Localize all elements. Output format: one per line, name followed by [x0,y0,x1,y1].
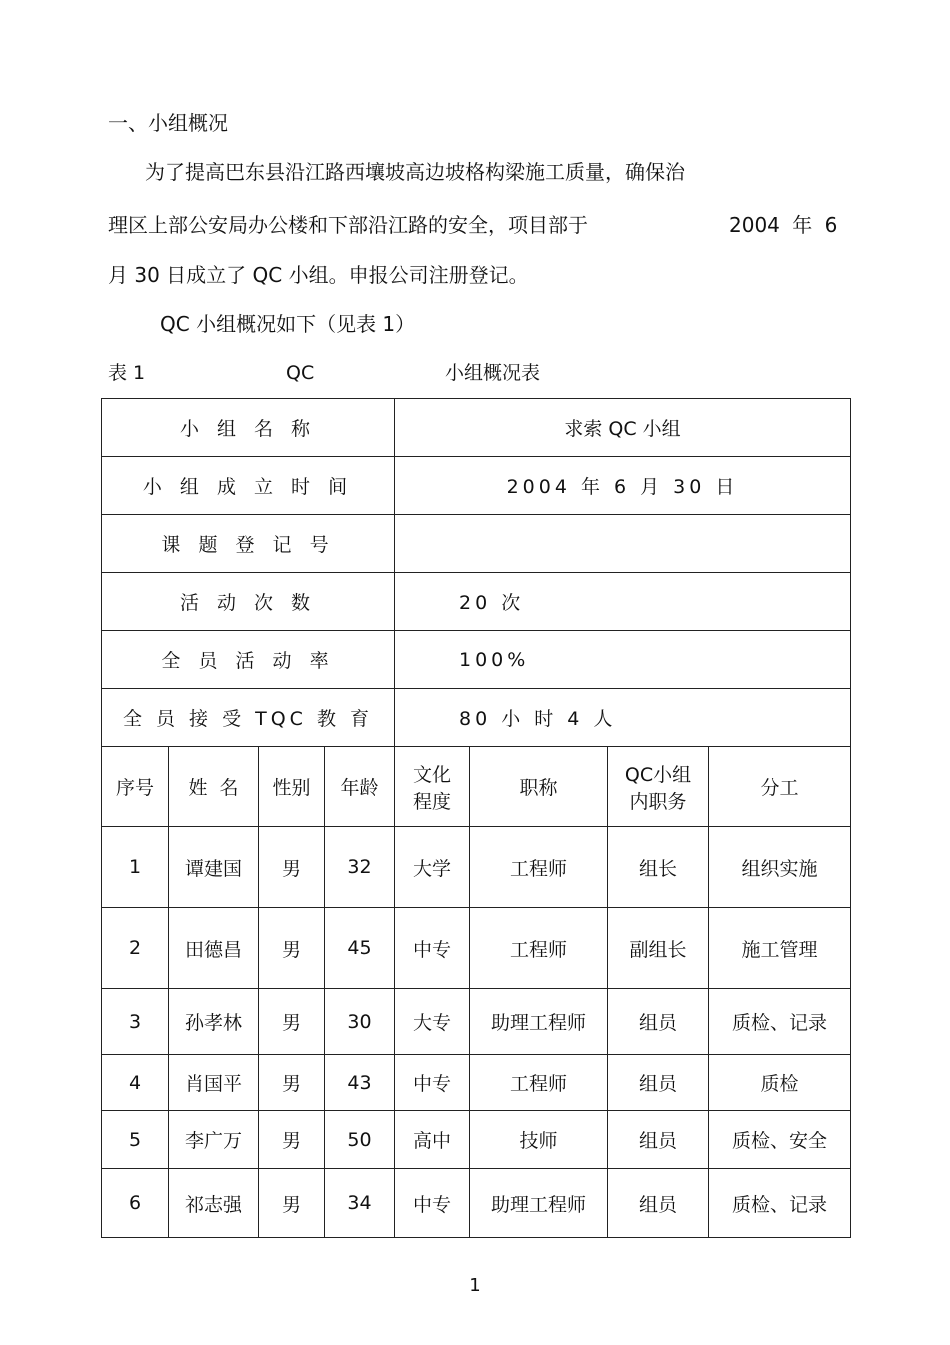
cell-name: 李广万 [169,1111,259,1169]
header-education [395,747,470,827]
header-qc-role-line1: QC小组 [624,763,692,786]
info-label: 课 题 登 记 号 [102,515,395,573]
table-row [102,1111,851,1169]
cell-index: 3 [102,989,169,1055]
cell-qc-role: 组员 [608,1055,709,1111]
cell-index: 5 [102,1111,169,1169]
cell-duty: 质检、记录 [709,989,851,1055]
info-label: 小 组 成 立 时 间 [102,457,395,515]
cell-qc-role: 组员 [608,1111,709,1169]
paragraph-line-4: QC 小组概况如下（见表 1） [160,312,416,336]
cell-title: 助理工程师 [470,989,608,1055]
cell-name: 孙孝林 [169,989,259,1055]
cell-age: 34 [325,1169,395,1238]
info-value: 求索 QC 小组 [395,399,851,457]
cell-name: 肖国平 [169,1055,259,1111]
cell-title: 技师 [470,1111,608,1169]
header-duty: 分工 [709,747,851,827]
cell-education: 中专 [395,1055,470,1111]
cell-qc-role: 组员 [608,989,709,1055]
cell-gender: 男 [259,1169,325,1238]
info-label: 活 动 次 数 [102,573,395,631]
cell-age: 32 [325,827,395,908]
info-value: 100% [395,631,851,689]
info-row [102,573,851,631]
table-caption-qc: QC [286,362,315,384]
header-education-line1: 文化 [412,763,451,786]
table-caption-title: 小组概况表 [445,362,541,384]
cell-index: 6 [102,1169,169,1238]
cell-age: 30 [325,989,395,1055]
info-row [102,457,851,515]
info-row [102,631,851,689]
cell-index: 2 [102,908,169,989]
cell-education: 高中 [395,1111,470,1169]
cell-age: 50 [325,1111,395,1169]
cell-gender: 男 [259,827,325,908]
cell-title: 助理工程师 [470,1169,608,1238]
cell-name: 祁志强 [169,1169,259,1238]
cell-title: 工程师 [470,1055,608,1111]
cell-gender: 男 [259,989,325,1055]
table-row [102,1055,851,1111]
paragraph-line-3: 月 30 日成立了 QC 小组。申报公司注册登记。 [108,263,529,287]
cell-education: 中专 [395,908,470,989]
cell-name: 谭建国 [169,827,259,908]
header-education-line2: 程度 [412,790,451,813]
cell-title: 工程师 [470,827,608,908]
info-label: 小 组 名 称 [102,399,395,457]
info-label: 全 员 活 动 率 [102,631,395,689]
table-row [102,989,851,1055]
cell-age: 43 [325,1055,395,1111]
cell-duty: 组织实施 [709,827,851,908]
section-heading: 一、小组概况 [108,111,228,135]
table-row [102,827,851,908]
header-qc-role [608,747,709,827]
paragraph-line-2-date: 2004 年 6 [729,213,838,237]
cell-education: 大学 [395,827,470,908]
member-header-row [102,747,851,827]
info-row [102,399,851,457]
cell-qc-role: 副组长 [608,908,709,989]
info-row [102,689,851,747]
page-number: 1 [469,1275,481,1296]
info-value: 80 小 时 4 人 [395,689,851,747]
cell-age: 45 [325,908,395,989]
cell-education: 中专 [395,1169,470,1238]
table-row [102,908,851,989]
table-caption-label: 表 1 [108,362,146,384]
cell-title: 工程师 [470,908,608,989]
header-name: 姓 名 [169,747,259,827]
table-row [102,1169,851,1238]
cell-gender: 男 [259,1055,325,1111]
cell-duty: 质检、记录 [709,1169,851,1238]
cell-duty: 质检 [709,1055,851,1111]
header-age: 年龄 [325,747,395,827]
info-label: 全 员 接 受 TQC 教 育 [102,689,395,747]
info-value [395,515,851,573]
qc-group-table [101,398,851,1238]
cell-gender: 男 [259,908,325,989]
paragraph-line-2: 理区上部公安局办公楼和下部沿江路的安全，项目部于 [108,213,588,237]
info-value: 20 次 [395,573,851,631]
cell-qc-role: 组长 [608,827,709,908]
header-index: 序号 [102,747,169,827]
cell-education: 大专 [395,989,470,1055]
cell-duty: 施工管理 [709,908,851,989]
cell-qc-role: 组员 [608,1169,709,1238]
cell-index: 1 [102,827,169,908]
cell-duty: 质检、安全 [709,1111,851,1169]
header-title: 职称 [470,747,608,827]
cell-name: 田德昌 [169,908,259,989]
info-row [102,515,851,573]
cell-gender: 男 [259,1111,325,1169]
header-qc-role-line2: 内职务 [629,790,687,813]
cell-index: 4 [102,1055,169,1111]
header-gender: 性别 [259,747,325,827]
info-value: 2004 年 6 月 30 日 [395,457,851,515]
paragraph-line-1: 为了提高巴东县沿江路西壤坡高边坡格构梁施工质量，确保治 [145,160,685,184]
